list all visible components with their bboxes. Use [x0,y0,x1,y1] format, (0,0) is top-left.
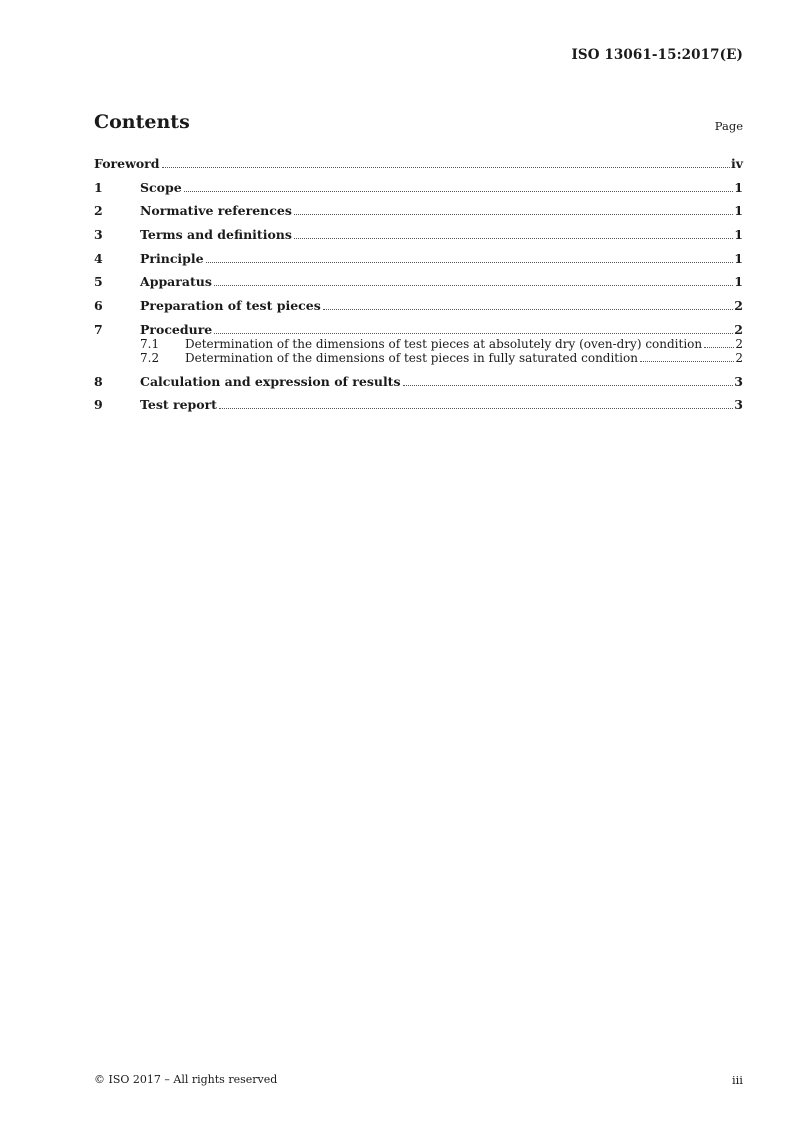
dot-leader [219,408,733,409]
toc-entry-test-report[interactable] [94,397,743,412]
dot-leader [162,167,730,168]
footer-copyright: © ISO 2017 – All rights reserved [94,1073,278,1086]
footer-page-number: iii [731,1073,743,1087]
dot-leader [323,309,734,310]
dot-leader [214,333,733,334]
dot-leader [214,285,733,286]
toc-entry-page: 1 [734,179,743,195]
toc-entry-page: 2 [734,321,743,337]
document-id: ISO 13061-15:2017(E) [571,47,743,63]
toc-entry-page: 1 [734,274,743,290]
toc-entry-number: 2 [94,203,103,219]
dot-leader [294,214,733,215]
toc-entry-title: Scope [140,179,182,195]
toc-entry-number: 7 [94,321,103,337]
toc-entry-terms-and-definitions[interactable] [94,227,743,242]
toc-entry-page: 1 [734,250,743,266]
toc-entry-page: iv [730,156,743,171]
dot-leader [640,361,734,362]
toc-entry-calculation[interactable] [94,374,743,389]
toc-entry-number: 9 [94,397,103,413]
toc-entry-title: Terms and definitions [140,227,292,243]
toc-subentry-oven-dry[interactable] [94,337,743,351]
toc-entry-title: Determination of the dimensions of test pieces at absolutely dry (oven-dry) condition [185,336,703,351]
toc-entry-title: Procedure [140,321,213,337]
toc-entry-number: 3 [94,227,103,243]
toc-entry-number: 5 [94,274,103,290]
toc-entry-page: 2 [735,336,743,351]
toc-entry-principle[interactable] [94,251,743,266]
toc-entry-title: Test report [140,397,217,413]
dot-leader [184,191,734,192]
toc-entry-normative-references[interactable] [94,203,743,218]
toc-entry-page: 2 [735,350,743,365]
toc-entry-title: Determination of the dimensions of test pieces in fully saturated condition [185,350,638,365]
table-of-contents [94,156,743,421]
toc-entry-page: 1 [734,227,743,243]
toc-entry-number: 6 [94,298,103,314]
toc-entry-page: 3 [734,373,743,389]
toc-entry-title: Preparation of test pieces [140,298,321,314]
toc-entry-page: 1 [734,203,743,219]
toc-entry-scope[interactable] [94,180,743,195]
toc-entry-page: 2 [734,298,743,314]
contents-title: Contents [94,111,190,133]
dot-leader [294,238,733,239]
toc-entry-number: 8 [94,373,103,389]
dot-leader [403,385,734,386]
toc-entry-apparatus[interactable] [94,274,743,289]
toc-entry-number: 4 [94,250,103,266]
toc-entry-page: 3 [734,397,743,413]
dot-leader [704,347,734,348]
page-column-label: Page [714,119,743,133]
toc-entry-foreword[interactable] [94,156,743,171]
dot-leader [206,262,734,263]
toc-entry-title: Principle [140,250,204,266]
toc-entry-number: 7.1 [140,336,160,351]
toc-entry-title: Normative references [140,203,292,219]
toc-subentry-fully-saturated[interactable] [94,351,743,365]
toc-entry-title: Foreword [94,156,160,171]
toc-entry-number: 7.2 [140,350,160,365]
toc-entry-title: Apparatus [140,274,212,290]
toc-entry-title: Calculation and expression of results [140,373,401,389]
toc-entry-procedure[interactable] [94,322,743,337]
toc-entry-number: 1 [94,179,103,195]
toc-entry-preparation-of-test-pieces[interactable] [94,298,743,313]
